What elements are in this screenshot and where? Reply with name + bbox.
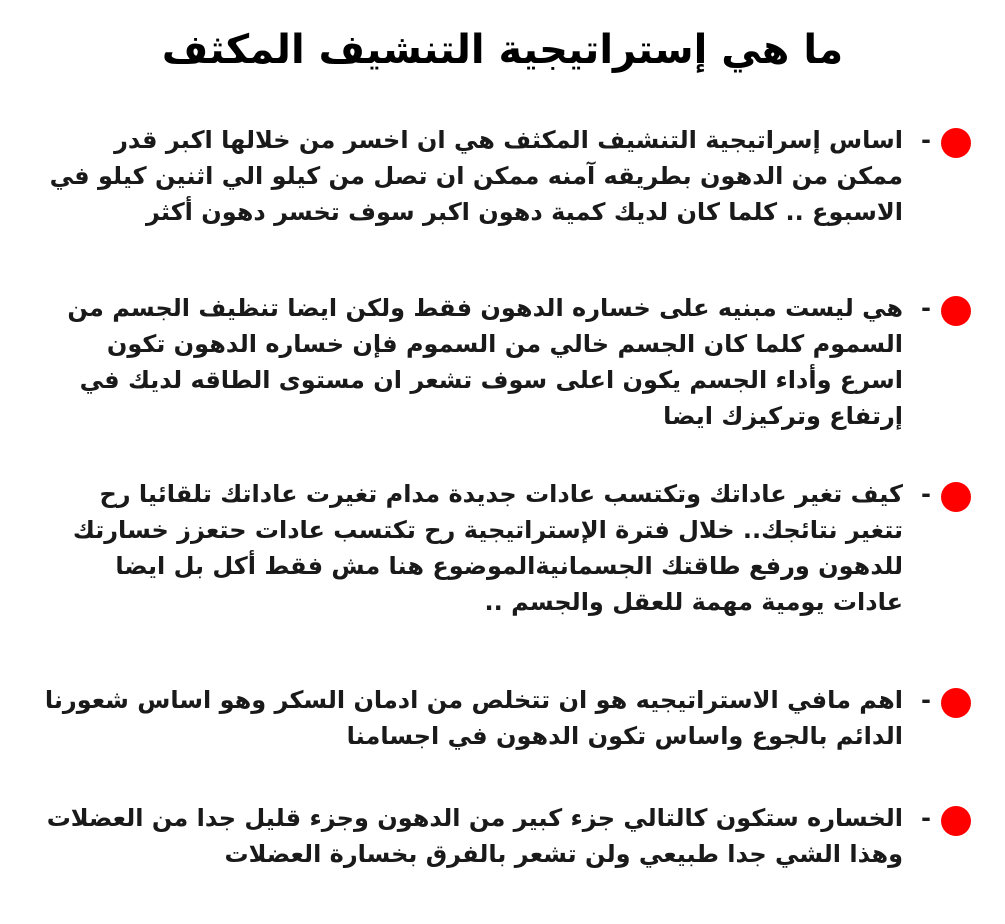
bullet-text: الخساره ستكون كالتالي جزء كبير من الدهون وجزء قليل جدا من العضلات وهذا الشي جدا طبيعي ولن تشعر بالفرق بخسارة العضلات: [46, 804, 903, 868]
page-title: ما هي إستراتيجية التنشيف المكثف: [161, 27, 844, 73]
bullet-dash: -: [921, 126, 931, 154]
bullet-text: اهم مافي الاستراتيجيه هو ان تتخلص من ادمان السكر وهو اساس شعورنا الدائم بالجوع واساس تكون الدهون في اجسامنا: [44, 686, 903, 750]
red-bullet-icon: [941, 128, 971, 158]
red-bullet-icon: [941, 296, 971, 326]
bullet-dash: -: [921, 804, 931, 832]
bullet-dash: -: [921, 294, 931, 322]
bullet-dash: -: [921, 686, 931, 714]
red-bullet-icon: [941, 482, 971, 512]
bullet-text: هي ليست مبنيه على خساره الدهون فقط ولكن ايضا تنظيف الجسم من السموم كلما كان الجسم خالي من السموم فإن خساره الدهون تكون اسرع وأداء الجسم يكون اعلى سوف تشعر ان مستوى الطاقه لديك في إرتفاع وتركيزك ايضا: [67, 294, 903, 430]
red-bullet-icon: [941, 806, 971, 836]
bullet-text: اساس إسراتيجية التنشيف المكثف هي ان اخسر من خلالها اكبر قدر ممكن من الدهون بطريقه آمنه ممكن ان تصل من كيلو الي اثنين كيلو في الاسبوع .. كلما كان لديك كمية دهون اكبر سوف تخسر دهون أكثر: [49, 126, 903, 226]
red-bullet-icon: [941, 688, 971, 718]
bullet-dash: -: [921, 480, 931, 508]
bullet-text: كيف تغير عاداتك وتكتسب عادات جديدة مدام تغيرت عاداتك تلقائيا رح تتغير نتائجك.. خلال فترة الإستراتيجية رح تكتسب عادات حتعزز خسارتك للدهون ورفع طاقتك الجسمانيةالموضوع هنا مش فقط أكل بل ايضا عادات يومية مهمة للعقل والجسم ..: [72, 480, 903, 616]
